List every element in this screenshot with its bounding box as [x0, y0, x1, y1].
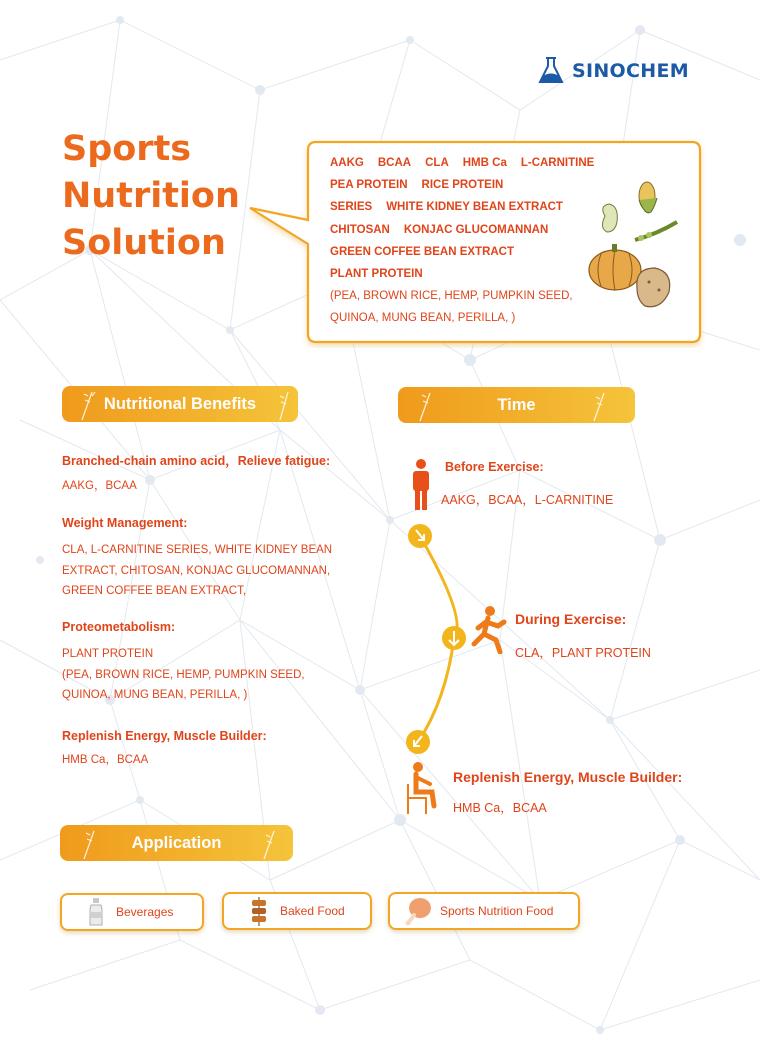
pea-pod-icon [635, 222, 677, 241]
ingredient-row: GREEN COFFEE BEAN EXTRACT [330, 245, 515, 258]
timeline-heading: Replenish Energy, Muscle Builder: [453, 769, 683, 785]
timeline-marker [442, 626, 466, 650]
application-label: Sports Nutrition Food [440, 904, 554, 918]
benefit-line: QUINOA, MUNG BEAN, PERILLA, ) [62, 689, 248, 701]
timeline-text: CLA，PLANT PROTEIN [515, 646, 651, 660]
ingredient-item: BCAA [377, 157, 412, 169]
page-title [62, 126, 240, 267]
ingredient-row: (PEA, BROWN RICE, HEMP, PUMPKIN SEED, [330, 290, 573, 303]
section-header-benefits [62, 386, 298, 422]
benefit-text: HMB Ca，BCAA [62, 754, 149, 766]
ingredient-row: QUINOA, MUNG BEAN, PERILLA, ) [330, 312, 516, 325]
title-line-1: Sports [62, 129, 192, 169]
ingredient-item: HMB Ca [462, 157, 507, 169]
cabbage-icon [602, 204, 617, 232]
ingredient-item: PEA PROTEIN [330, 179, 408, 192]
timeline-text: AAKG，BCAA，L-CARNITINE [441, 493, 614, 507]
section-header-time [398, 387, 635, 423]
application-label: Baked Food [280, 904, 345, 918]
ingredient-item: CLA [425, 157, 449, 169]
bottle-icon [86, 897, 106, 927]
potato-icon [637, 268, 670, 307]
benefit-line: PLANT PROTEIN [62, 648, 154, 660]
timeline-text: HMB Ca，BCAA [453, 801, 547, 815]
ingredient-item: CHITOSAN [330, 223, 390, 236]
skewer-icon [246, 895, 272, 927]
ingredient-item: WHITE KIDNEY BEAN EXTRACT [386, 201, 563, 214]
standing-person-icon [410, 458, 432, 512]
timeline-heading: During Exercise: [515, 611, 627, 627]
ingredient-row: PLANT PROTEIN [330, 267, 423, 280]
benefit-heading: Weight Management: [62, 516, 188, 530]
ingredient-item: RICE PROTEIN [421, 179, 504, 192]
timeline-marker [408, 524, 432, 548]
section-header-application [60, 825, 293, 861]
benefit-text [62, 540, 332, 602]
benefit-text: AAKG，BCAA [62, 480, 137, 492]
title-line-2: Nutrition [62, 176, 240, 216]
pumpkin-icon [589, 244, 641, 290]
ingredient-item: SERIES [330, 201, 373, 214]
brand-logo [536, 56, 689, 86]
running-person-icon [470, 604, 510, 654]
corn-icon [639, 182, 657, 213]
benefits-title: Nutritional Benefits [103, 395, 257, 413]
application-card-beverages [60, 893, 204, 931]
flask-logo-icon [536, 56, 566, 86]
benefit-heading: Proteometabolism: [62, 620, 176, 634]
benefit-text [62, 644, 305, 706]
title-line-3: Solution [62, 223, 226, 263]
drumstick-icon [404, 895, 434, 927]
application-card-baked-food [222, 892, 372, 930]
application-label: Beverages [116, 905, 174, 919]
ingredient-item: KONJAC GLUCOMANNAN [403, 223, 549, 236]
application-card-sports-nutrition-food [388, 892, 580, 930]
benefit-line: CLA, L-CARNITINE SERIES, WHITE KIDNEY BEAN [62, 544, 333, 556]
timeline-heading: Before Exercise: [445, 460, 544, 474]
time-title: Time [497, 396, 536, 414]
timeline-marker [406, 730, 430, 754]
ingredient-row [330, 152, 630, 174]
ingredient-item: L-CARNITINE [520, 157, 595, 169]
brand-name: SINOCHEM [572, 60, 689, 82]
ingredient-item: AAKG [330, 157, 364, 169]
vegetables-illustration [585, 176, 685, 316]
timeline-curve [396, 510, 476, 770]
benefit-line: (PEA, BROWN RICE, HEMP, PUMPKIN SEED, [62, 668, 305, 681]
benefit-line: EXTRACT, CHITOSAN, KONJAC GLUCOMANNAN, [62, 564, 331, 577]
benefit-heading: Branched-chain amino acid，Relieve fatigue: [62, 454, 331, 468]
sitting-person-icon [404, 760, 444, 816]
benefit-heading: Replenish Energy, Muscle Builder: [62, 729, 267, 743]
benefit-line: GREEN COFFEE BEAN EXTRACT, [62, 585, 247, 597]
application-title: Application [131, 834, 222, 852]
